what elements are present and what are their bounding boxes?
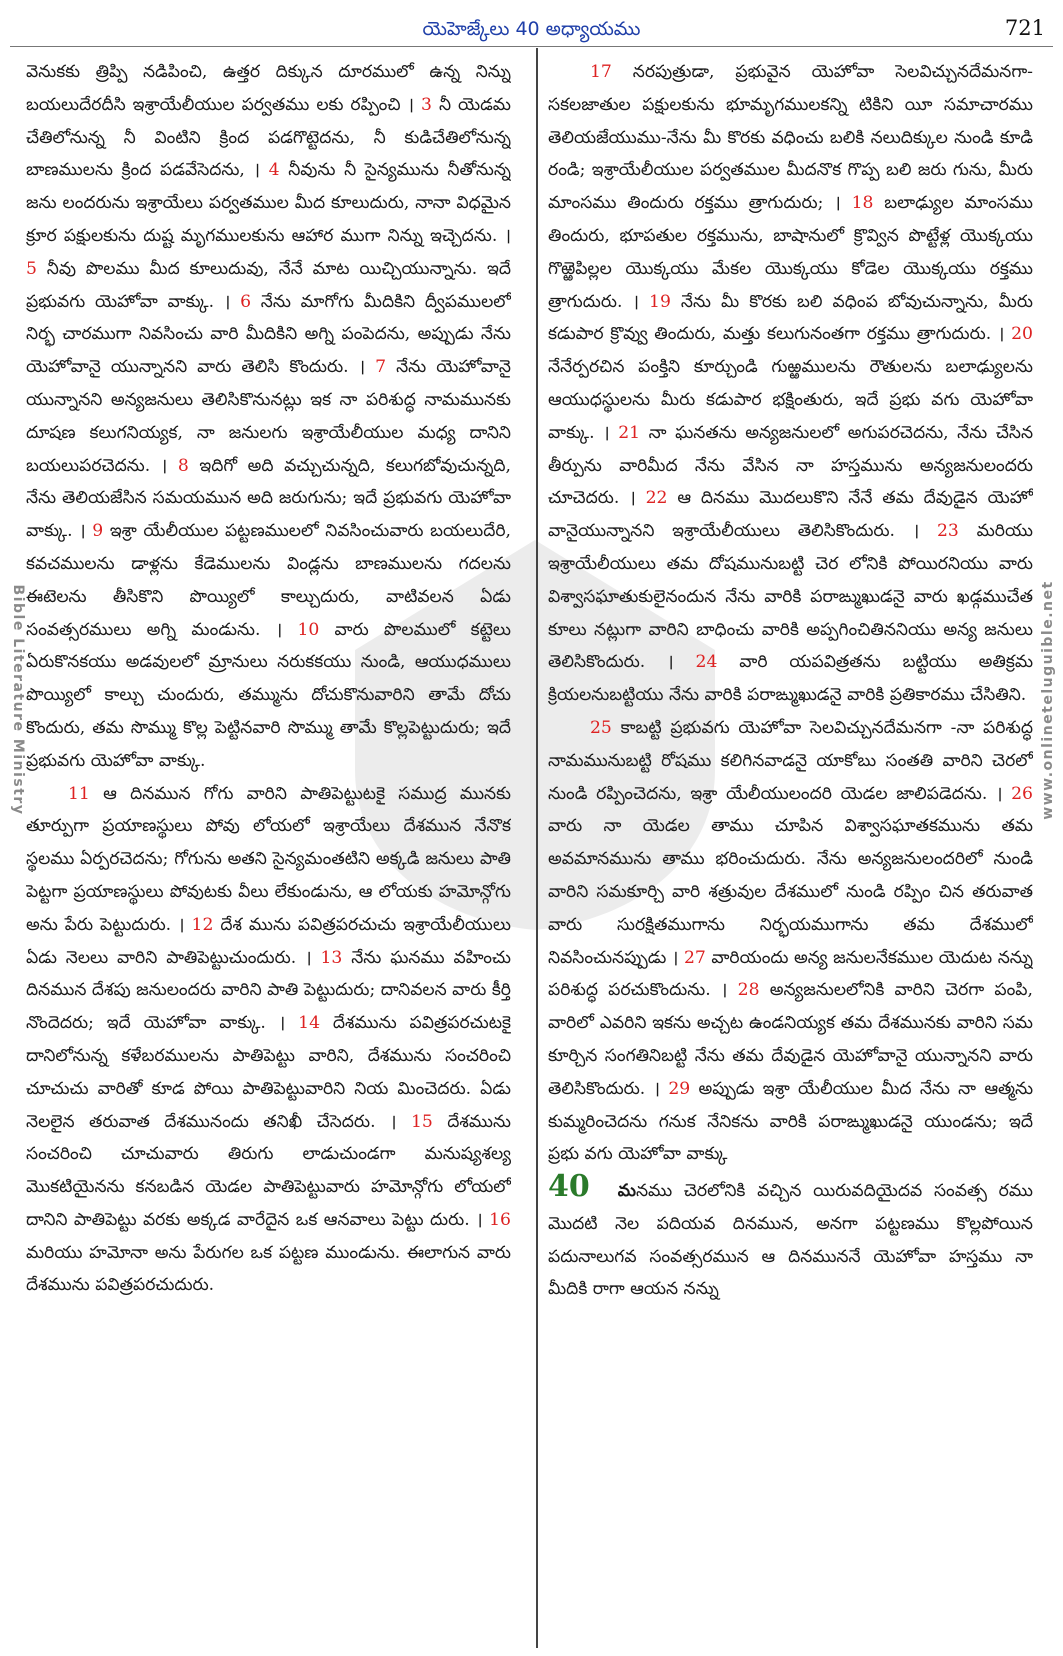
paragraph <box>26 56 511 778</box>
verse-text: వెనుకకు త్రిప్పి నడిపించి, ఉత్తర దిక్కున దూరములో ఉన్న నిన్ను బయలుదేరదీసి ఇశ్రాయేలీయుల పర్వతము లకు రప్పించి । <box>26 62 511 115</box>
verse-number: 11 <box>68 783 90 804</box>
page-number: 721 <box>1004 16 1045 40</box>
verse-text: నేను మీ కొరకు బలి వధింప బోవుచున్నాను, మీరు కడుపార క్రొవ్వు తిందురు, మత్తు కలుగునంతగా రక్తము త్రాగుదురు. । <box>548 291 1033 345</box>
paragraph <box>548 712 1033 1171</box>
verse-number: 14 <box>298 1013 321 1034</box>
paragraph <box>26 778 511 1303</box>
verse-text: వారు నా యెడల తాము చూపిన విశ్వాసఘాతకమును తమ అవమానమును తాము భరించుదురు. నేను అన్యజనులందరిలో నుండి వారిని సమకూర్చి వారి శత్రువుల దేశములో నుండి రప్పిం చిన తరువాత వారు సురక్షితముగాను నిర్భయముగాను తమ దేశములో నివసించునప్పుడు । <box>548 816 1033 968</box>
verse-text: నీ యెడమ చేతిలోనున్న నీ వింటిని క్రింద పడగొట్టెదను, నీ కుడిచేతిలోనున్న బాణములను క్రింద పడవేసెదను, । <box>26 94 511 181</box>
verse-text: నేనేర్పరచిన పంక్తిని కూర్చుండి గుఱ్ఱములను రౌతులను బలాఢ్యులను ఆయుధస్థులను మీరు కడుపార భక్షింతురు, ఇదే ప్రభు వగు యెహోవా వాక్కు. । <box>548 357 1033 443</box>
verse-text: వారి యపవిత్రతను బట్టియు అతిక్రమ క్రియలనుబట్టియు నేను వారికి పరాఙ్ముఖుడనై వారికి ప్రతికారము చేసితిని. <box>548 652 1033 706</box>
right-column <box>548 56 1033 1641</box>
verse-text: నేను యెహోవానై యున్నానని అన్యజనులు తెలిసికొనునట్లు ఇక నా పరిశుద్ధ నామమునకు దూషణ కలుగనియ్యక, నా జనులగు ఇశ్రాయేలీయుల మధ్య దానిని బయలుపరచెదను. । <box>26 357 511 476</box>
drop-letter: మ <box>617 1181 636 1202</box>
book-chapter-title: యెహెజ్కేలు 40 అధ్యాయము <box>422 18 641 40</box>
verse-text: వారియందు అన్య జనులనేకముల యెదుట నన్ను పరిశుద్ధ పరచుకొందును. । <box>548 947 1033 1001</box>
verse-number: 24 <box>695 652 718 673</box>
verse-text: దేశమును సంచరించి చూచువారు తిరుగు లాడుచుండగా మనుష్యశల్య మొకటియైనను కనబడిన యెడల పాతిపెట్టువారు హమోన్గోగు లోయలో దానిని పాతిపెట్టు వరకు అక్కడ వారేదైన ఒక ఆనవాలు పెట్టు దురు. । <box>26 1111 511 1230</box>
verse-number: 16 <box>489 1209 511 1230</box>
verse-text: ఆ దినము మొదలుకొని నేనే తమ దేవుడైన యెహో వానైయున్నానని ఇశ్రాయేలీయులు తెలిసికొందురు. । <box>548 488 1033 542</box>
verse-number: 15 <box>410 1111 433 1132</box>
verse-number: 17 <box>590 62 612 82</box>
verse-number: 3 <box>421 94 432 115</box>
verse-number: 8 <box>177 455 189 476</box>
paragraph <box>548 56 1033 712</box>
verse-text: మరియు ఇశ్రాయేలీయులు తమ దోషమునుబట్టి చెర లోనికి పోయిరనియు వారు విశ్వాసఘాతుకులైనందున నేను వారికి పరాఙ్ముఖుడనై వారు ఖడ్గముచేత కూలు నట్లుగా వారిని బాధించు వారికి అప్పగించితిననియు అన్య జనులు తెలిసికొందురు. । <box>548 521 1033 673</box>
verse-number: 27 <box>683 947 706 968</box>
chapter-40-paragraph <box>548 1171 1033 1306</box>
verse-number: 19 <box>649 291 671 312</box>
verse-text: ఆ దినమున గోగు వారిని పాతిపెట్టుటకై సముద్ర మునకు తూర్పుగా ప్రయాణస్థులు పోవు లోయలో ఇశ్రాయేలు దేశమున నేనొక స్థలము ఏర్పరచెదను; గోగును అతని సైన్యమంతటిని అక్కడి జనులు పాతి పెట్టగా ప్రయాణస్థులు పోవుటకు వీలు లేకుండును, ఆ లోయకు హమోన్గోగు అను పేరు పెట్టుదురు. । <box>26 783 511 935</box>
verse-number: 22 <box>645 488 668 509</box>
verse-text: నీవు పొలము మీద కూలుదువు, నేనే మాట యిచ్చియున్నాను. ఇదే ప్రభువగు యెహోవా వాక్కు. । <box>26 258 511 312</box>
verse-text: నరపుత్రుడా, ప్రభువైన యెహోవా సెలవిచ్చునదేమనగా-సకలజాతుల పక్షులకును భూమృగములకన్ని టికిని యీ సమాచారము తెలియజేయుము-నేను మీ కొరకు వధించు బలికి నలుదిక్కుల నుండి కూడి రండి; ఇశ్రాయేలీయుల పర్వతముల మీదనొక గొప్ప బలి జరు గును, మీరు మాంసము తిందురు రక్తము త్రాగుదురు; । <box>548 62 1033 214</box>
verse-text: అప్పుడు ఇశ్రా యేలీయుల మీద నేను నా ఆత్మను కుమ్మరించెదను గనుక నేనికను వారికి పరాఙ్ముఖుడనై యుండను; ఇదే ప్రభు వగు యెహోవా వాక్కు <box>548 1078 1033 1165</box>
page-header <box>0 0 1063 50</box>
verse-number: 25 <box>590 717 612 738</box>
left-column <box>26 56 511 1641</box>
verse-number: 20 <box>1011 324 1033 345</box>
verse-text: అన్యజనులలోనికి వారిని చెరగా పంపి, వారిలో ఎవరిని ఇకను అచ్చట ఉండనియ్యక తమ దేశమునకు వారిని సమ కూర్చిన సంగతినిబట్టి నేను తమ దేవుడైన యెహోవానై యున్నానని వారు తెలిసికొందురు. । <box>548 980 1033 1099</box>
side-label-left: Bible Literature Ministry <box>10 584 26 816</box>
verse-text: నేను మాగోగు మీదికిని ద్వీపములలో నిర్భ చారముగా నివసించు వారి మీదికిని అగ్ని పంపెదను, అప్పుడు నేను యెహోవానై యున్నానని వారు తెలిసి కొందురు. । <box>26 291 511 378</box>
verse-text: వారు పొలములో కట్టెలు ఏరుకొనకయు అడవులలో మ్రానులు నరుకకయు నుండి, ఆయుధములు పొయ్యిలో కాల్చు చుందురు, తమ్మును దోచుకొనువారిని తామే దోచు కొందురు, తమ సొమ్ము కొల్ల పెట్టినవారి సొమ్ము తామే కొల్లపెట్టుదురు; ఇదే ప్రభువగు యెహోవా వాక్కు. <box>26 619 511 771</box>
chapter-number: 40 <box>548 1169 590 1205</box>
verse-text: మరియు హమోనా అను పేరుగల ఒక పట్టణ ముండును. ఈలాగున వారు దేశమును పవిత్రపరచుదురు. <box>26 1242 511 1296</box>
verse-number: 7 <box>375 357 387 378</box>
verse-number: 9 <box>92 521 104 542</box>
verse-number: 4 <box>268 160 280 181</box>
verse-text: కాబట్టి ప్రభువగు యెహోవా సెలవిచ్చునదేమనగా -నా పరిశుద్ధ నామమునుబట్టి రోషము కలిగినవాడనై యాకోబు సంతతి వారిని చెరలో నుండి రప్పించెదను, ఇశ్రా యేలీయులందరి యెడల జాలిపడెదను. । <box>548 717 1033 804</box>
chapter-40-text: నము చెరలోనికి వచ్చిన యిరువదియైదవ సంవత్స రము మొదటి నెల పదియవ దినమున, అనగా పట్టణము కొల్లపోయిన పదునాలుగవ సంవత్సరమున ఆ దినముననే యెహోవా హస్తము నా మీదికి రాగా ఆయన నన్ను <box>548 1181 1033 1300</box>
verse-text: ఇదిగో అది వచ్చుచున్నది, కలుగబోవుచున్నది, నేను తెలియజేసిన సమయమున అది జరుగును; ఇదే ప్రభువగు యెహోవా వాక్కు. । <box>26 455 511 542</box>
verse-number: 10 <box>297 619 320 640</box>
verse-text: నా ఘనతను అన్యజనులలో అగుపరచెదను, నేను చేసిన తీర్పును వారిమీద నేను వేసిన నా హస్తమును అన్యజనులందరు చూచెదరు. । <box>548 422 1033 509</box>
side-label-right: www.onlineteluguible.net <box>1040 580 1056 820</box>
verse-text: ఇశ్రా యేలీయుల పట్టణములలో నివసించువారు బయలుదేరి, కవచములను డాళ్లను కేడెములను విండ్లను బాణములను గదలను ఈటెలను తీసికొని పొయ్యిలో కాల్చుదురు, వాటివలన ఏడు సంవత్సరములు అగ్ని మండును. । <box>26 521 511 640</box>
verse-text: దేశమును పవిత్రపరచుటకై దానిలోనున్న కళేబరములను పాతిపెట్టు వారిని, దేశమును సంచరించి చూచుచు వారితో కూడ పోయి పాతిపెట్టువారిని నియ మించెదరు. ఏడు నెలలైన తరువాత దేశమునందు తనిఖీ చేసెదరు. । <box>26 1013 511 1132</box>
verse-number: 23 <box>936 521 959 542</box>
verse-number: 12 <box>191 914 214 935</box>
column-divider <box>536 48 538 1648</box>
verse-number: 29 <box>668 1078 691 1099</box>
verse-number: 13 <box>320 947 343 968</box>
verse-number: 6 <box>240 291 252 312</box>
verse-text: దేశ మును పవిత్రపరచుచు ఇశ్రాయేలీయులు ఏడు నెలలు వారిని పాతిపెట్టుచుందురు. । <box>26 914 511 968</box>
verse-text: బలాఢ్యుల మాంసము తిందురు, భూపతుల రక్తమును, బాషానులో క్రొవ్విన పొట్టేళ్ల యొక్కయు గొఱ్ఱెపిల్లల యొక్కయు మేకల యొక్కయు కోడెల యొక్కయు రక్తము త్రాగుదురు. । <box>548 193 1033 312</box>
header-rule <box>10 46 1053 47</box>
verse-number: 28 <box>737 980 760 1001</box>
verse-number: 5 <box>26 258 37 279</box>
verse-number: 21 <box>618 422 641 443</box>
verse-text: నీవును నీ సైన్యమును నీతోనున్న జను లందరును ఇశ్రాయేలు పర్వతముల మీద కూలుదురు, నానా విధమైన క్రూర పక్షులకును దుష్ట మృగములకును ఆహార ముగా నిన్ను ఇచ్చెదను. । <box>26 160 511 246</box>
verse-text: నేను ఘనము వహించు దినమున దేశపు జనులందరు వారిని పాతి పెట్టుదురు; దానివలన వారు కీర్తి నొందెదరు; ఇదే యెహోవా వాక్కు. । <box>26 947 511 1034</box>
verse-number: 26 <box>1011 783 1033 804</box>
verse-number: 18 <box>851 193 874 214</box>
